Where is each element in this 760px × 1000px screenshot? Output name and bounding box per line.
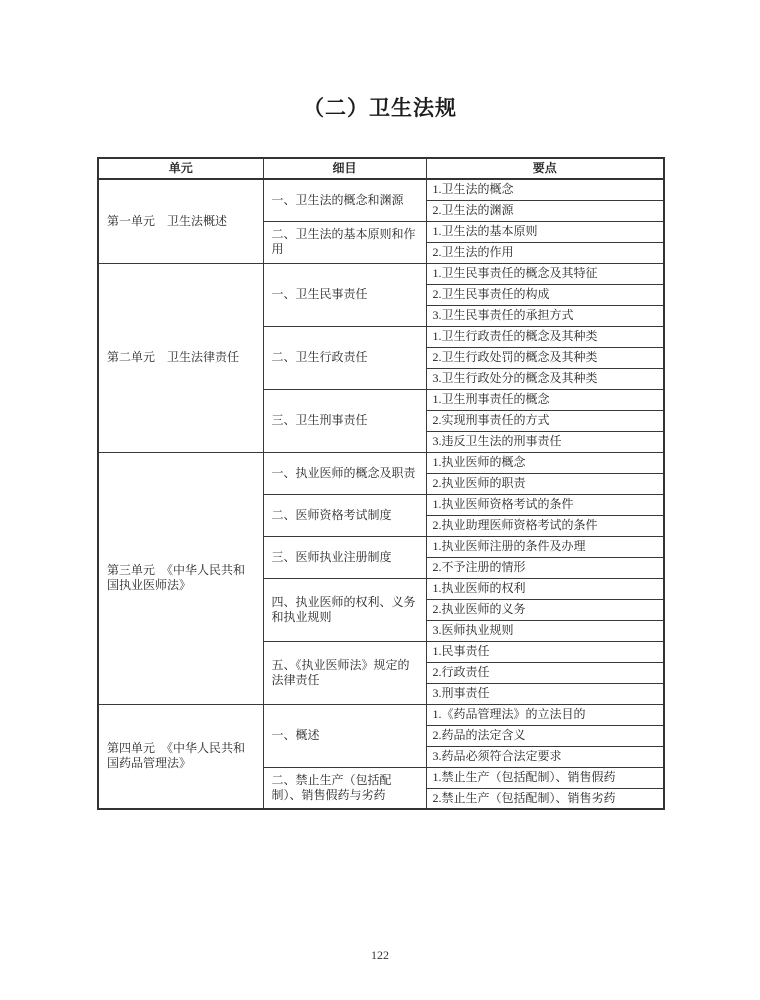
point-cell: 1.执业医师资格考试的条件 xyxy=(426,494,664,515)
point-cell: 3.违反卫生法的刑事责任 xyxy=(426,431,664,452)
point-cell: 2.不予注册的情形 xyxy=(426,557,664,578)
table-row xyxy=(98,263,664,284)
point-cell: 1.执业医师的权利 xyxy=(426,578,664,599)
detail-cell: 二、卫生行政责任 xyxy=(263,326,426,389)
point-cell: 3.医师执业规则 xyxy=(426,620,664,641)
point-cell: 2.卫生行政处罚的概念及其种类 xyxy=(426,347,664,368)
point-cell: 2.行政责任 xyxy=(426,662,664,683)
unit-cell: 第一单元 卫生法概述 xyxy=(98,179,263,263)
detail-cell: 二、禁止生产（包括配制）、销售假药与劣药 xyxy=(263,767,426,809)
detail-cell: 四、执业医师的权利、义务和执业规则 xyxy=(263,578,426,641)
detail-cell: 一、执业医师的概念及职责 xyxy=(263,452,426,494)
table-row xyxy=(98,704,664,725)
point-cell: 2.实现刑事责任的方式 xyxy=(426,410,664,431)
point-cell: 1.执业医师注册的条件及办理 xyxy=(426,536,664,557)
column-header-unit: 单元 xyxy=(98,158,263,179)
point-cell: 3.卫生民事责任的承担方式 xyxy=(426,305,664,326)
point-cell: 2.执业医师的义务 xyxy=(426,599,664,620)
point-cell: 1.《药品管理法》的立法目的 xyxy=(426,704,664,725)
unit-cell: 第四单元 《中华人民共和国药品管理法》 xyxy=(98,704,263,809)
page-title: （二）卫生法规 xyxy=(303,96,457,120)
point-cell: 2.药品的法定含义 xyxy=(426,725,664,746)
point-cell: 3.药品必须符合法定要求 xyxy=(426,746,664,767)
detail-cell: 二、卫生法的基本原则和作用 xyxy=(263,221,426,263)
detail-cell: 一、卫生民事责任 xyxy=(263,263,426,326)
detail-cell: 一、卫生法的概念和渊源 xyxy=(263,179,426,221)
syllabus-table xyxy=(97,157,665,810)
point-cell: 1.执业医师的概念 xyxy=(426,452,664,473)
point-cell: 3.卫生行政处分的概念及其种类 xyxy=(426,368,664,389)
detail-cell: 二、医师资格考试制度 xyxy=(263,494,426,536)
point-cell: 3.刑事责任 xyxy=(426,683,664,704)
point-cell: 2.禁止生产（包括配制）、销售劣药 xyxy=(426,788,664,809)
point-cell: 1.卫生行政责任的概念及其种类 xyxy=(426,326,664,347)
detail-cell: 五、《执业医师法》规定的法律责任 xyxy=(263,641,426,704)
point-cell: 1.民事责任 xyxy=(426,641,664,662)
point-cell: 1.禁止生产（包括配制）、销售假药 xyxy=(426,767,664,788)
point-cell: 1.卫生民事责任的概念及其特征 xyxy=(426,263,664,284)
point-cell: 2.卫生法的作用 xyxy=(426,242,664,263)
point-cell: 2.执业医师的职责 xyxy=(426,473,664,494)
detail-cell: 一、概述 xyxy=(263,704,426,767)
point-cell: 1.卫生刑事责任的概念 xyxy=(426,389,664,410)
detail-cell: 三、卫生刑事责任 xyxy=(263,389,426,452)
point-cell: 2.执业助理医师资格考试的条件 xyxy=(426,515,664,536)
unit-cell: 第三单元 《中华人民共和国执业医师法》 xyxy=(98,452,263,704)
table-row xyxy=(98,179,664,200)
point-cell: 1.卫生法的基本原则 xyxy=(426,221,664,242)
page-number: 122 xyxy=(371,948,389,962)
point-cell: 2.卫生法的渊源 xyxy=(426,200,664,221)
point-cell: 2.卫生民事责任的构成 xyxy=(426,284,664,305)
table-header-row xyxy=(98,158,664,179)
table-row xyxy=(98,452,664,473)
detail-cell: 三、医师执业注册制度 xyxy=(263,536,426,578)
column-header-points: 要点 xyxy=(426,158,664,179)
point-cell: 1.卫生法的概念 xyxy=(426,179,664,200)
unit-cell: 第二单元 卫生法律责任 xyxy=(98,263,263,452)
column-header-detail: 细目 xyxy=(263,158,426,179)
